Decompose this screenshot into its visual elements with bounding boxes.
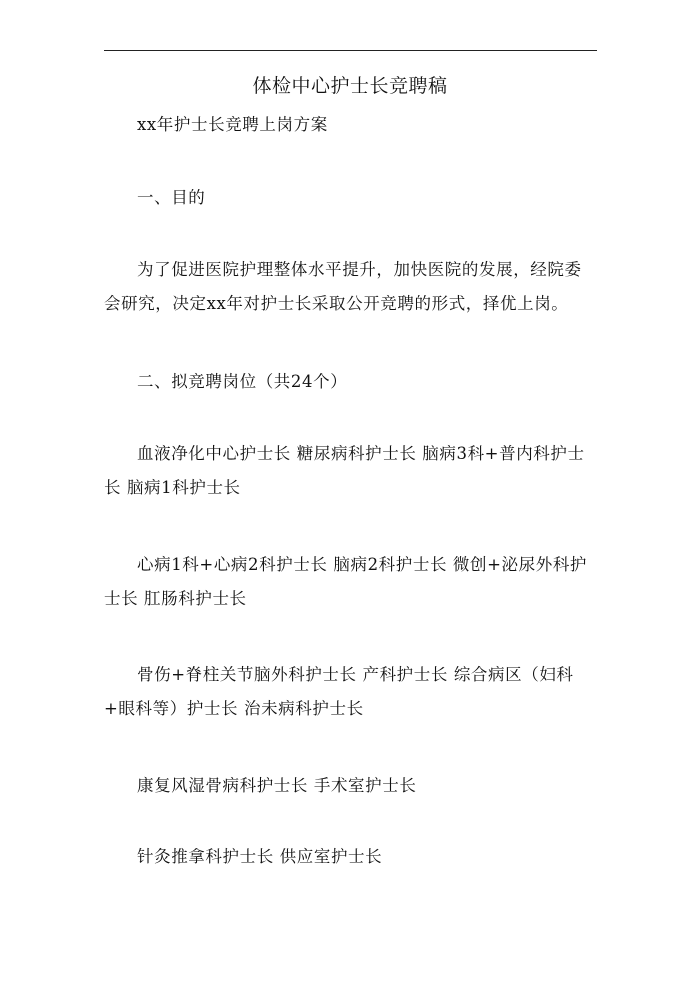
positions-paragraph: 康复风湿骨病科护士长 手术室护士长 — [137, 776, 417, 795]
positions-paragraph: 血液净化中心护士长 糖尿病科护士长 脑病3科+普内科护士长 脑病1科护士长 — [104, 444, 585, 497]
plan-subtitle: xx年护士长竞聘上岗方案 — [137, 115, 328, 134]
positions-paragraph: 针灸推拿科护士长 供应室护士长 — [137, 847, 383, 866]
positions-paragraph: 骨伤+脊柱关节脑外科护士长 产科护士长 综合病区（妇科+眼科等）护士长 治未病科护士长 — [104, 665, 574, 718]
positions-paragraph: 心病1科+心病2科护士长 脑病2科护士长 微创+泌尿外科护士长 肛肠科护士长 — [104, 555, 588, 608]
purpose-paragraph: 为了促进医院护理整体水平提升，加快医院的发展，经院委会研究，决定xx年对护士长采取公开竞聘的形式，择优上岗。 — [104, 260, 582, 313]
section-heading-purpose: 一、目的 — [137, 188, 206, 207]
document-title: 体检中心护士长竞聘稿 — [252, 75, 448, 97]
header-divider — [104, 50, 597, 51]
section-heading-positions: 二、拟竞聘岗位（共24个） — [137, 372, 348, 391]
